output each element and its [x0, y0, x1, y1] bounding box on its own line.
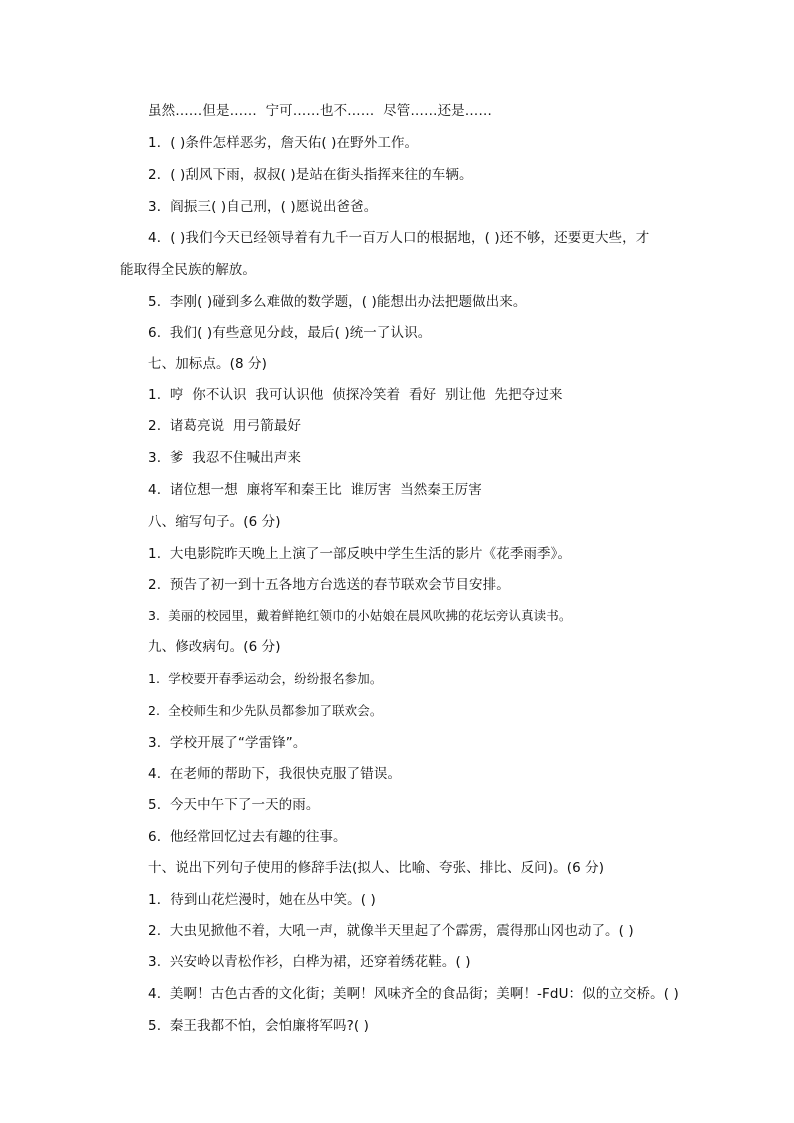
- question-line-continuation: 能取得全民族的解放。: [120, 262, 256, 278]
- question-line: 6. 我们( )有些意见分歧，最后( )统一了认识。: [148, 325, 432, 341]
- question-line: 4. 美啊！古色古香的文化街；美啊！风味齐全的食品街；美啊！-FdU：似的立交桥。( ): [148, 986, 679, 1002]
- question-line: 2. 诸葛亮说 用弓箭最好: [148, 418, 302, 434]
- section-heading-condense: 八、缩写句子。(6 分): [148, 514, 281, 530]
- question-line: 2. 全校师生和少先队员都参加了联欢会。: [148, 703, 383, 718]
- question-line: 4. 在老师的帮助下，我很快克服了错误。: [148, 766, 402, 782]
- section-heading-punctuation: 七、加标点。(8 分): [148, 356, 268, 372]
- question-line: 4. 诸位想一想 廉将军和秦王比 谁厉害 当然秦王厉害: [148, 482, 482, 498]
- section-heading-rhetoric: 十、说出下列句子使用的修辞手法(拟人、比喻、夸张、排比、反问)。(6 分): [148, 860, 605, 876]
- question-line: 5. 秦王我都不怕，会怕廉将军吗?( ): [148, 1018, 370, 1034]
- question-line: 1. 大电影院昨天晚上上演了一部反映中学生生活的影片《花季雨季》。: [148, 546, 572, 562]
- question-line: 3. 爹 我忍不住喊出声来: [148, 450, 302, 466]
- question-line: 3. 美丽的校园里，戴着鲜艳红领巾的小姑娘在晨风吹拂的花坛旁认真读书。: [148, 608, 572, 623]
- conjunction-options: 虽然……但是…… 宁可……也不…… 尽管……还是……: [148, 103, 492, 119]
- question-line: 3．阎振三( )自己刑，( )愿说出爸爸。: [148, 199, 378, 215]
- question-line: 1．( )条件怎样恶劣，詹天佑( )在野外工作。: [148, 135, 419, 151]
- question-line: 3. 学校开展了“学雷锋”。: [148, 735, 307, 751]
- question-line: 2. 预告了初一到十五各地方台选送的春节联欢会节目安排。: [148, 577, 510, 593]
- question-line: 1. 哼 你不认识 我可认识他 侦探冷笑着 看好 别让他 先把夺过来: [148, 387, 563, 403]
- question-line: 2．( )刮风下雨，叔叔( )是站在街头指挥来往的车辆。: [148, 167, 473, 183]
- question-line: 1．待到山花烂漫时，她在丛中笑。( ): [148, 892, 376, 908]
- question-line: 1. 学校要开春季运动会，纷纷报名参加。: [148, 671, 383, 686]
- section-heading-correct-sentences: 九、修改病句。(6 分): [148, 639, 281, 655]
- question-line: 5. 今天中午下了一天的雨。: [148, 797, 320, 813]
- question-line: 6. 他经常回忆过去有趣的往事。: [148, 829, 347, 845]
- question-line: 2. 大虫见掀他不着，大吼一声，就像半天里起了个霹雳，震得那山冈也动了。( ): [148, 923, 634, 939]
- question-line: 5. 李刚( )碰到多么难做的数学题，( )能想出办法把题做出来。: [148, 294, 527, 310]
- question-line: 4．( )我们今天已经领导着有九千一百万人口的根据地，( )还不够，还要更大些，才: [148, 230, 650, 246]
- question-line: 3. 兴安岭以青松作衫，白桦为裙，还穿着绣花鞋。( ): [148, 954, 471, 970]
